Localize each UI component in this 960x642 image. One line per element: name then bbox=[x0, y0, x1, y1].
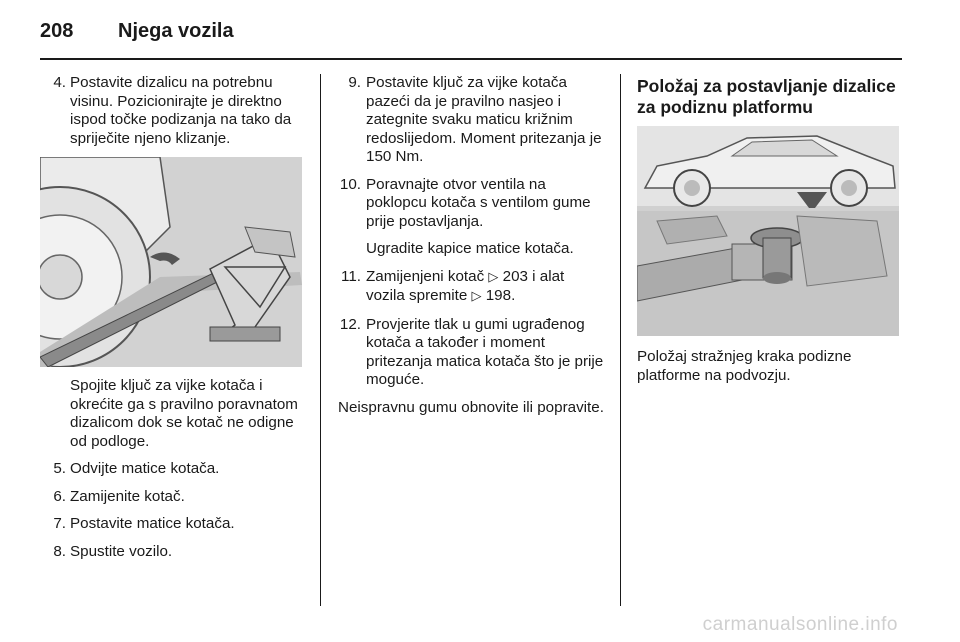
step-7 bbox=[44, 515, 304, 534]
step-number: 10. bbox=[339, 175, 361, 193]
step-text: Postavite matice kotača. bbox=[70, 515, 235, 532]
repair-note: Neispravnu gumu obnovite ili popravite. bbox=[338, 398, 604, 416]
step-number: 12. bbox=[339, 315, 361, 333]
step-text: Postavite dizalicu na potrebnu visinu. Pozicionirajte je direktno ispod točke podizanja na tako da spriječite njeno klizanje. bbox=[70, 74, 292, 147]
column-divider-1 bbox=[320, 74, 321, 606]
watermark: carmanualsonline.info bbox=[702, 614, 898, 635]
step-5 bbox=[44, 460, 304, 479]
step-10-sub: Ugradite kapice matice kotača. bbox=[366, 240, 574, 257]
step-text: Zamijenjeni kotač bbox=[366, 267, 489, 285]
step-10 bbox=[338, 176, 606, 232]
jack-illustration bbox=[40, 157, 302, 367]
step-11 bbox=[338, 268, 606, 307]
page-header bbox=[40, 20, 234, 43]
step-number: 6. bbox=[53, 487, 66, 505]
column-3 bbox=[637, 74, 901, 394]
column-divider-2 bbox=[620, 74, 621, 606]
step-text: Spustite vozilo. bbox=[70, 542, 173, 560]
step-number: 5. bbox=[53, 460, 66, 477]
header-rule bbox=[40, 58, 902, 60]
step-text: Poravnajte otvor ventila na poklopcu kotača s ventilom gume prije postavljanja. bbox=[366, 175, 591, 230]
step-text: Provjerite tlak u gumi ugrađenog kotača a također i moment pritezanja matica kotača što je prije moguće. bbox=[366, 315, 604, 388]
column-2 bbox=[338, 74, 606, 426]
step-8 bbox=[44, 543, 304, 562]
step-6 bbox=[44, 488, 304, 507]
section-heading: Položaj za postavljanje dizalice za podiznu platformu bbox=[637, 76, 896, 117]
step-text: Zamijenite kotač. bbox=[70, 487, 185, 505]
step-text: 198. bbox=[481, 287, 516, 304]
page-ref-arrow-icon: ▷ bbox=[488, 269, 499, 285]
column-1 bbox=[44, 74, 304, 570]
page-ref-arrow-icon: ▷ bbox=[471, 289, 482, 304]
step-number: 8. bbox=[53, 542, 66, 560]
page-number: 208 bbox=[40, 20, 74, 42]
step-number: 11. bbox=[341, 267, 361, 285]
page-title: Njega vozila bbox=[118, 20, 234, 42]
step-number: 7. bbox=[53, 515, 66, 532]
lift-caption: Položaj stražnjeg kraka podizne platforme na podvozju. bbox=[637, 348, 852, 384]
step-number: 4. bbox=[53, 74, 66, 91]
step-text: 203 i alat vozila spremite bbox=[366, 267, 565, 304]
jack-caption: Spojite ključ za vijke kotača i okrećite ga s pravilno poravnatom dizalicom dok se kotač ne odigne od podloge. bbox=[70, 377, 298, 450]
step-number: 9. bbox=[348, 74, 361, 91]
step-4 bbox=[44, 74, 304, 148]
step-12 bbox=[338, 316, 606, 390]
lift-platform-illustration bbox=[637, 126, 899, 336]
step-text: Postavite ključ za vijke kotača pazeći da je pravilno nasjeo i zategnite svaku maticu križnim redoslijedom. Moment pritezanja je 150 Nm. bbox=[366, 74, 602, 165]
step-9 bbox=[338, 74, 606, 167]
step-text: Odvijte matice kotača. bbox=[70, 460, 220, 477]
